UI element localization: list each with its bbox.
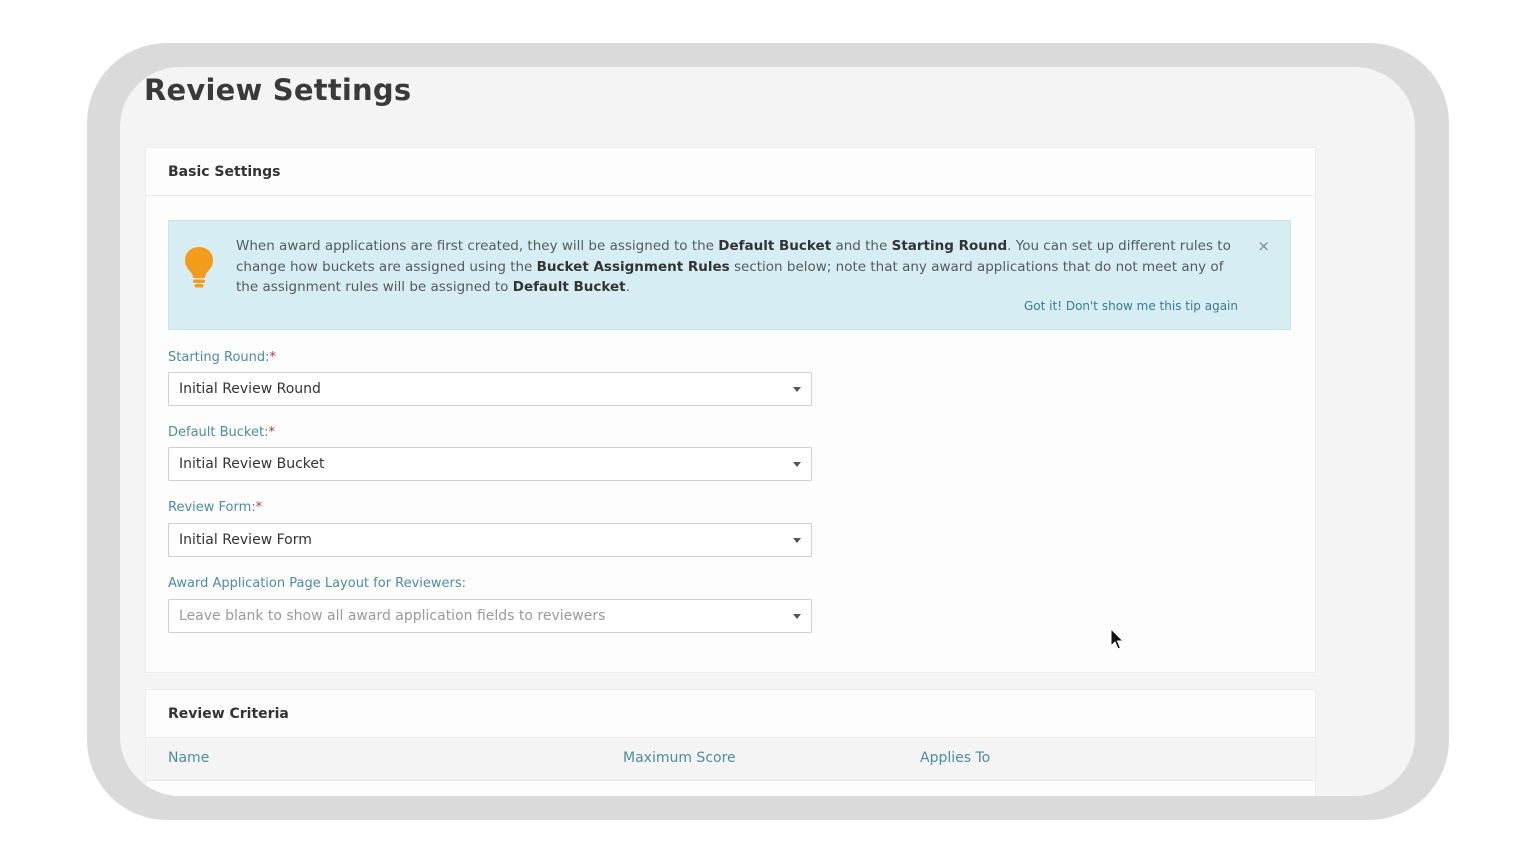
review-form-label-text: Review Form:	[168, 500, 256, 515]
starting-round-value: Initial Review Round	[179, 381, 321, 397]
tip-text	[236, 236, 1236, 298]
tip-text-segment: section below; note that any award applications that do not meet any of the assignment rules will be assigned to	[236, 258, 1224, 295]
close-icon[interactable]: ×	[1257, 237, 1270, 255]
required-marker: *	[255, 500, 263, 515]
review-form-select[interactable]	[168, 523, 812, 557]
basic-settings-card	[145, 147, 1316, 673]
chevron-down-icon	[793, 614, 801, 619]
page-layout-label-text: Award Application Page Layout for Reviewers:	[168, 576, 467, 591]
required-marker: *	[268, 425, 275, 440]
default-bucket-label	[168, 425, 275, 440]
tip-text-emphasis: Default Bucket	[512, 279, 626, 295]
required-marker: *	[269, 350, 277, 365]
tip-text-segment: When award applications are first created, they will be assigned to the	[236, 238, 719, 254]
dismiss-tip-link[interactable]: Got it! Don't show me this tip again	[1024, 299, 1238, 313]
criteria-table-header	[146, 738, 1315, 781]
tip-text-emphasis: Bucket Assignment Rules	[536, 258, 730, 275]
page-title: Review Settings	[144, 73, 412, 107]
tip-text-emphasis: Starting Round	[891, 238, 1008, 254]
default-bucket-select[interactable]	[168, 447, 812, 481]
tip-text-segment: . You can set up different rules to change how buckets are assigned using the	[236, 238, 1231, 275]
app-screen	[120, 67, 1415, 796]
chevron-down-icon	[793, 538, 801, 543]
mouse-pointer-icon	[1110, 628, 1126, 652]
lightbulb-icon	[183, 245, 215, 289]
basic-settings-header: Basic Settings	[146, 148, 1315, 196]
tip-text-segment: and the	[831, 238, 892, 254]
column-header-name[interactable]: Name	[168, 750, 210, 766]
starting-round-label-text: Starting Round:	[168, 350, 270, 365]
default-bucket-value: Initial Review Bucket	[179, 456, 325, 472]
page-layout-select[interactable]	[168, 599, 812, 633]
review-form-value: Initial Review Form	[179, 532, 312, 548]
chevron-down-icon	[793, 387, 801, 392]
tip-text-segment: .	[625, 279, 630, 295]
tip-text-emphasis: Default Bucket	[718, 238, 832, 254]
starting-round-select[interactable]	[168, 372, 812, 406]
review-form-label	[168, 500, 262, 515]
review-criteria-card	[145, 689, 1316, 796]
chevron-down-icon	[793, 462, 801, 467]
column-header-applies-to[interactable]: Applies To	[920, 750, 991, 766]
page-layout-label	[168, 576, 466, 591]
tip-banner	[168, 220, 1291, 330]
starting-round-label	[168, 350, 276, 365]
review-criteria-header: Review Criteria	[146, 690, 1315, 738]
page-layout-placeholder: Leave blank to show all award application fields to reviewers	[179, 608, 606, 624]
default-bucket-label-text: Default Bucket:	[168, 425, 269, 440]
column-header-maximum-score[interactable]: Maximum Score	[623, 750, 736, 766]
